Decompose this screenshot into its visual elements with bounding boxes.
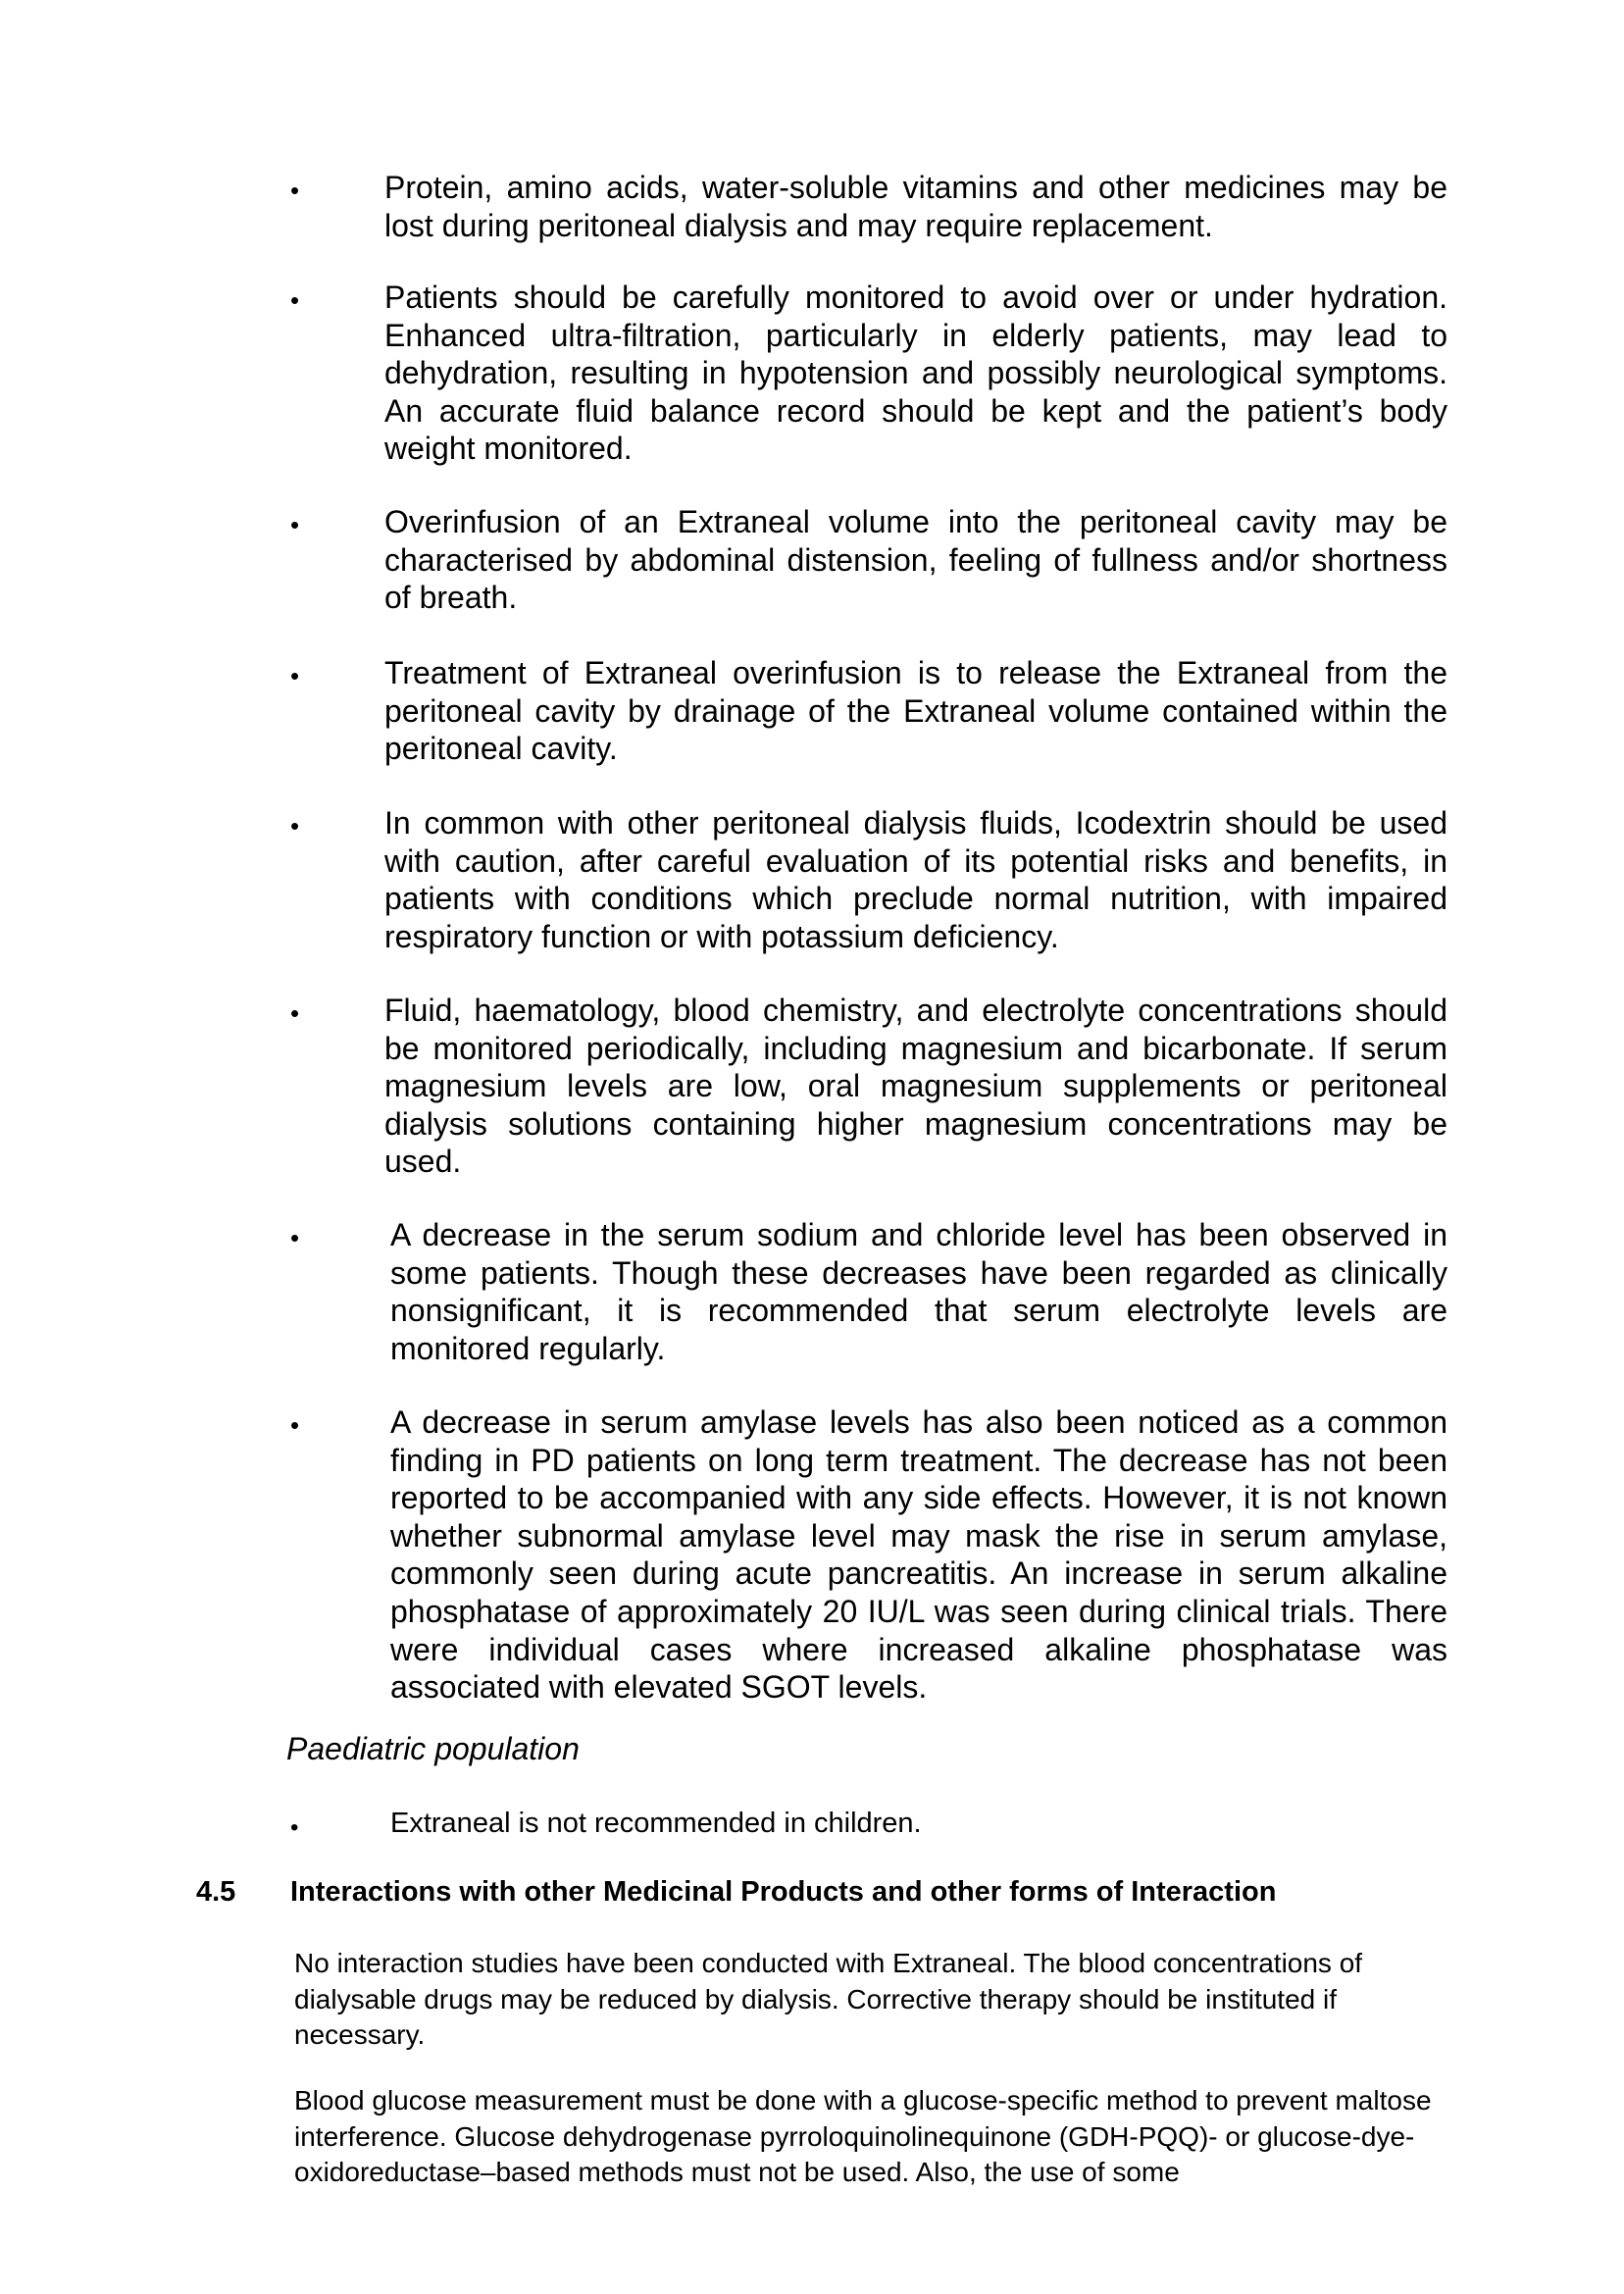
section-title: Interactions with other Medicinal Products and other forms of Interaction: [290, 1876, 1277, 1908]
list-item: Fluid, haematology, blood chemistry, and electrolyte concentrations should be monitored periodically, including magnesium and bicarbonate. If serum magnesium levels are low, oral magnesium supplements or peritoneal dialysis solutions containing higher magnesium concentrations may be used.: [384, 993, 1447, 1180]
bullet-marker: •: [290, 176, 300, 205]
list-item: Overinfusion of an Extraneal volume into the peritoneal cavity may be characterised by abdominal distension, feeling of fullness and/or shortness of breath.: [384, 504, 1447, 616]
bullet-marker: •: [290, 1223, 300, 1252]
bullet-marker: •: [290, 285, 300, 315]
bullet-marker: •: [290, 1410, 300, 1440]
list-item: Treatment of Extraneal overinfusion is to release the Extraneal from the peritoneal cavity by drainage of the Extraneal volume contained within the peritoneal cavity.: [384, 655, 1447, 767]
bullet-marker: •: [290, 661, 300, 690]
list-item: In common with other peritoneal dialysis fluids, Icodextrin should be used with caution, after careful evaluation of its potential risks and benefits, in patients with conditions which preclude normal nutrition, with impaired respiratory function or with potassium deficiency.: [384, 805, 1447, 954]
list-item: Patients should be carefully monitored to avoid over or under hydration. Enhanced ultra-filtration, particularly in elderly patients, may lead to dehydration, resulting in hypotension and possibly neurological symptoms. An accurate fluid balance record should be kept and the patient’s body weight monitored.: [384, 280, 1447, 467]
bullet-marker: •: [290, 1814, 299, 1841]
paediatric-bullet: Extraneal is not recommended in children.: [390, 1808, 922, 1839]
list-item: Protein, amino acids, water-soluble vitamins and other medicines may be lost during peritoneal dialysis and may require replacement.: [384, 170, 1447, 243]
bullet-marker: •: [290, 811, 300, 841]
paediatric-heading: Paediatric population: [286, 1731, 580, 1766]
paragraph: Blood glucose measurement must be done with a glucose-specific method to prevent maltose interference. Glucose dehydrogenase pyrroloquinolinequinone (GDH-PQQ)- or glucose-dye-oxidoreductase–based methods must not be used. Also, the use of some: [294, 2085, 1432, 2187]
section-number: 4.5: [196, 1876, 236, 1908]
list-item: A decrease in serum amylase levels has also been noticed as a common finding in PD patients on long term treatment. The decrease has not been reported to be accompanied with any side effects. However, it is not known whether subnormal amylase level may mask the rise in serum amylase, commonly seen during acute pancreatitis. An increase in serum alkaline phosphatase of approximately 20 IU/L was seen during clinical trials. There were individual cases where increased alkaline phosphatase was associated with elevated SGOT levels.: [390, 1404, 1447, 1706]
bullet-marker: •: [290, 510, 300, 539]
list-item: A decrease in the serum sodium and chloride level has been observed in some patients. Though these decreases have been regarded as clinically nonsignificant, it is recommended that serum electrolyte levels are monitored regularly.: [390, 1217, 1447, 1366]
bullet-marker: •: [290, 998, 300, 1028]
paragraph: No interaction studies have been conducted with Extraneal. The blood concentrations of dialysable drugs may be reduced by dialysis. Corrective therapy should be instituted if necessary.: [294, 1948, 1363, 2050]
